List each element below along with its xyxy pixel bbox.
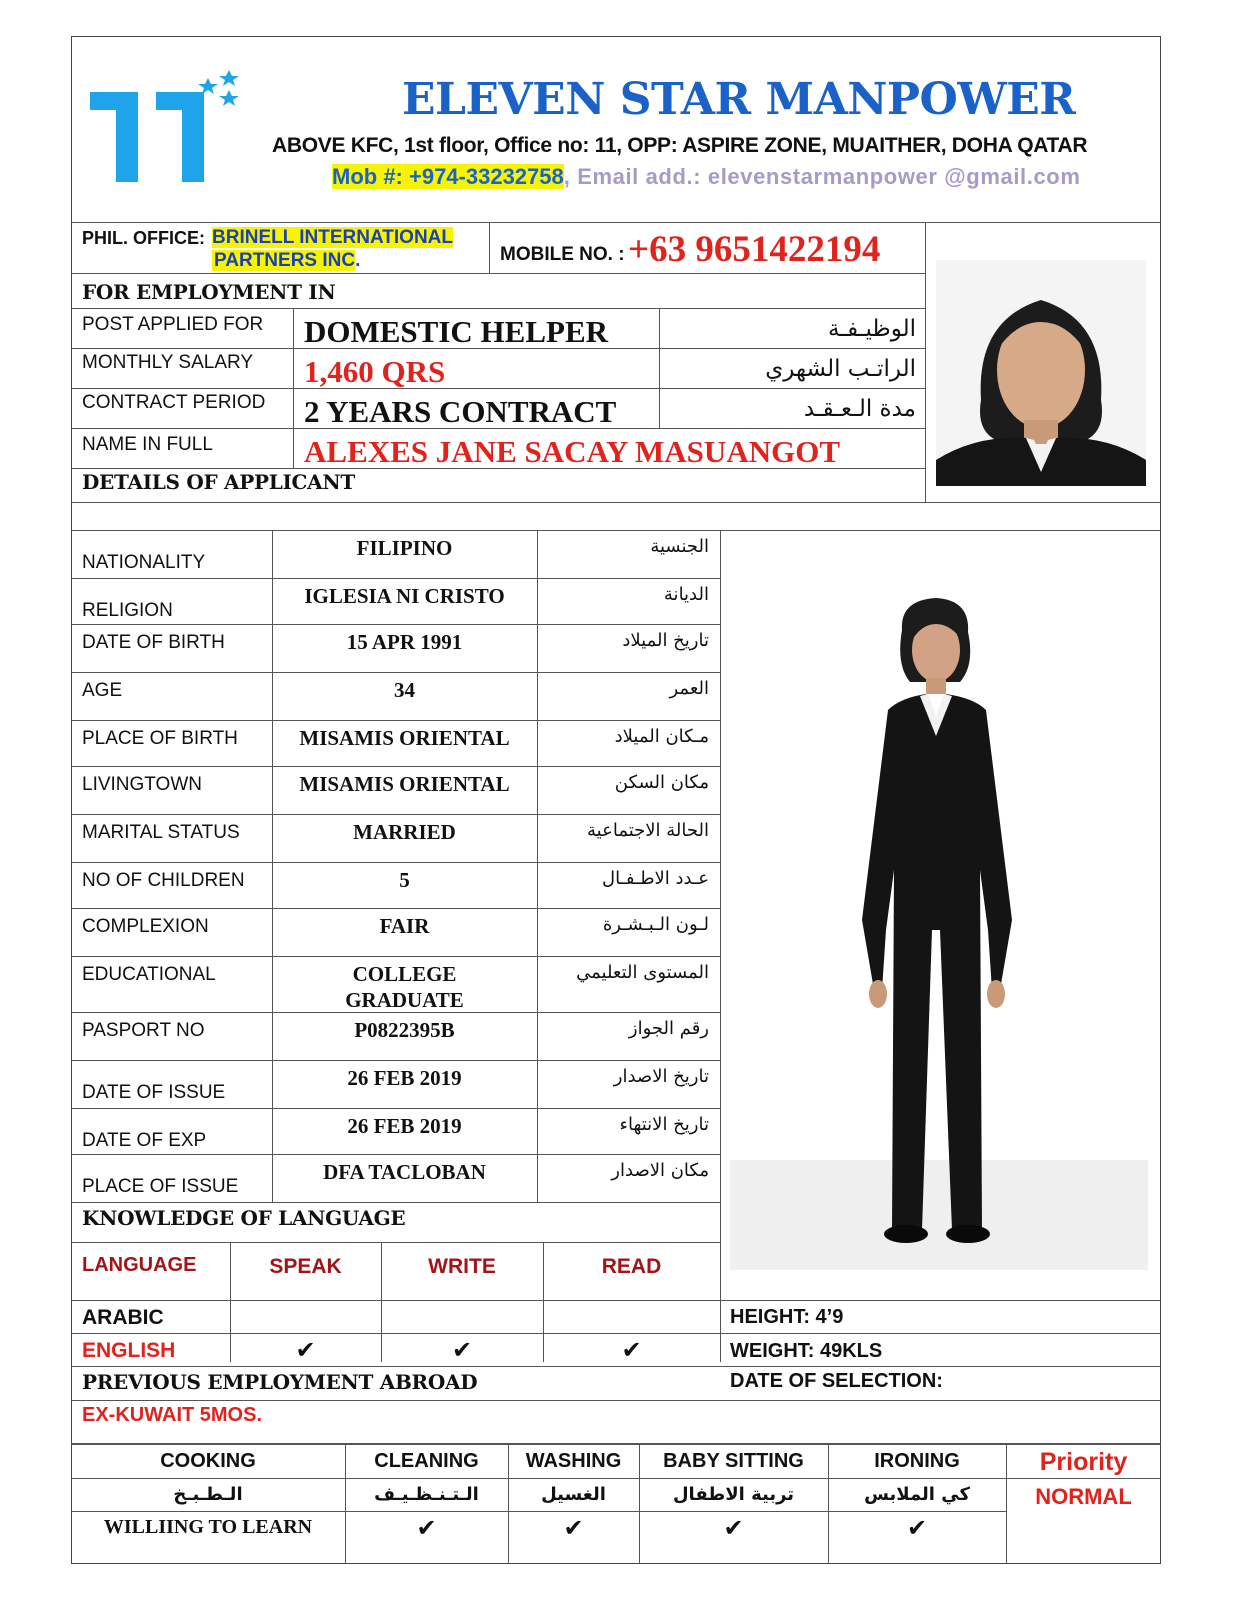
- employment-label-salary: MONTHLY SALARY: [82, 352, 254, 373]
- eleven-logo-icon: [86, 68, 246, 188]
- detail-arabic: تاريخ الاصدار: [613, 1066, 709, 1087]
- detail-arabic: الحالة الاجتماعية: [587, 820, 709, 841]
- english-speak-check: ✔: [295, 1336, 316, 1364]
- company-address: ABOVE KFC, 1st floor, Office no: 11, OPP: ASPIRE ZONE, MUAITHER, DOHA QATAR: [272, 134, 1088, 157]
- detail-arabic: الديانة: [663, 584, 709, 605]
- employment-arabic-post: الوظيـفـة: [828, 316, 916, 342]
- detail-arabic: لـون الـبـشـرة: [602, 914, 709, 935]
- detail-value: P0822395B: [354, 1018, 455, 1042]
- detail-value: FAIR: [379, 914, 430, 938]
- detail-label: DATE OF EXP: [82, 1130, 207, 1151]
- language-section-title: KNOWLEDGE OF LANGUAGE: [82, 1206, 406, 1230]
- previous-employment-value: EX-KUWAIT 5MOS.: [82, 1404, 263, 1426]
- employment-arabic-salary: الراتـب الشهري: [765, 356, 916, 382]
- skill-header-ironing: IRONING: [874, 1450, 960, 1472]
- detail-label: EDUCATIONAL: [82, 964, 216, 985]
- applicant-full-name: ALEXES JANE SACAY MASUANGOT: [304, 434, 840, 469]
- detail-label: RELIGION: [82, 600, 173, 621]
- detail-label: DATE OF BIRTH: [82, 632, 225, 653]
- detail-arabic: تاريخ الميلاد: [622, 630, 709, 651]
- language-header-read: READ: [601, 1255, 662, 1278]
- cooking-willing-to-learn: WILLIING TO LEARN: [103, 1516, 313, 1538]
- language-row-english: ENGLISH: [82, 1339, 176, 1362]
- company-contact: [332, 164, 1081, 190]
- employment-section-title: FOR EMPLOYMENT IN: [82, 280, 336, 304]
- detail-arabic: المستوى التعليمي: [576, 962, 709, 983]
- employment-value-contract: 2 YEARS CONTRACT: [304, 394, 617, 429]
- language-row-arabic: ARABIC: [82, 1306, 164, 1329]
- skill-arabic-baby-sitting: تربية الاطفال: [672, 1484, 795, 1505]
- detail-arabic: مكان الاصدار: [611, 1160, 709, 1181]
- detail-value: 5: [399, 868, 410, 892]
- height-value: HEIGHT: 4’9: [730, 1306, 844, 1328]
- skill-header-cleaning: CLEANING: [374, 1450, 479, 1472]
- detail-value: 15 APR 1991: [346, 630, 463, 654]
- detail-arabic: عـدد الاطـفـال: [601, 868, 709, 889]
- applicant-passport-photo: [936, 260, 1146, 486]
- detail-label: AGE: [82, 680, 123, 701]
- detail-arabic: العمر: [669, 678, 709, 699]
- detail-label: COMPLEXION: [82, 916, 209, 937]
- detail-value: 34: [394, 678, 415, 702]
- detail-label: MARITAL STATUS: [82, 822, 240, 843]
- language-header-speak: SPEAK: [269, 1255, 342, 1278]
- employment-arabic-contract: مدة الـعـقـد: [803, 396, 916, 422]
- phil-office-label: PHIL. OFFICE:: [82, 228, 205, 248]
- skill-arabic-cooking: الـطـبـخ: [173, 1484, 243, 1505]
- detail-arabic: تاريخ الانتهاء: [619, 1114, 709, 1135]
- detail-value: FILIPINO: [356, 536, 453, 560]
- washing-check: ✔: [563, 1514, 584, 1542]
- detail-value: DFA TACLOBAN: [323, 1160, 486, 1184]
- priority-value: NORMAL: [1035, 1484, 1132, 1509]
- language-header-write: WRITE: [428, 1255, 496, 1278]
- detail-value: MISAMIS ORIENTAL: [299, 772, 510, 796]
- detail-value: MARRIED: [353, 820, 456, 844]
- skill-header-baby-sitting: BABY SITTING: [663, 1450, 804, 1472]
- applicant-full-body-photo: [730, 570, 1148, 1270]
- detail-label: LIVINGTOWN: [82, 774, 202, 795]
- company-name: ELEVEN STAR MANPOWER: [402, 74, 1076, 125]
- detail-value-line2: GRADUATE: [345, 988, 464, 1012]
- skill-header-washing: WASHING: [525, 1450, 622, 1472]
- skill-header-cooking: COOKING: [160, 1450, 256, 1472]
- employment-value-salary: 1,460 QRS: [304, 354, 446, 389]
- language-header-language: LANGUAGE: [82, 1254, 197, 1276]
- date-of-selection-label: DATE OF SELECTION:: [730, 1370, 943, 1392]
- phil-office-name: BRINELL INTERNATIONAL PARTNERS INC.: [212, 227, 454, 271]
- details-section-title: DETAILS OF APPLICANT: [82, 470, 355, 494]
- employment-label-post: POST APPLIED FOR: [82, 314, 264, 335]
- detail-value: 26 FEB 2019: [347, 1114, 462, 1138]
- detail-arabic: مكان السكن: [614, 772, 709, 793]
- english-read-check: ✔: [621, 1336, 642, 1364]
- detail-arabic: الجنسية: [650, 536, 709, 557]
- detail-arabic: رقم الجواز: [628, 1018, 709, 1039]
- detail-label: PLACE OF ISSUE: [82, 1176, 239, 1197]
- skill-arabic-ironing: كي الملابس: [864, 1484, 970, 1505]
- phil-mobile-value: +63 9651422194: [628, 229, 881, 270]
- previous-employment-title: PREVIOUS EMPLOYMENT ABROAD: [82, 1370, 478, 1394]
- employment-value-post: DOMESTIC HELPER: [304, 314, 609, 349]
- company-logo: [86, 68, 246, 188]
- detail-value: COLLEGE: [352, 962, 457, 986]
- english-write-check: ✔: [451, 1336, 473, 1364]
- cleaning-check: ✔: [416, 1514, 437, 1542]
- detail-label: NATIONALITY: [82, 552, 206, 573]
- company-email: , Email add.: elevenstarmanpower @gmail.com: [563, 164, 1081, 189]
- detail-label: PLACE OF BIRTH: [82, 728, 238, 749]
- weight-value: WEIGHT: 49KLS: [730, 1340, 883, 1362]
- detail-value: 26 FEB 2019: [347, 1066, 462, 1090]
- detail-label: DATE OF ISSUE: [82, 1082, 226, 1103]
- detail-value: IGLESIA NI CRISTO: [304, 584, 505, 608]
- mobile-label: MOBILE NO. :: [500, 244, 625, 265]
- detail-label: NO OF CHILDREN: [82, 870, 245, 891]
- employment-label-name: NAME IN FULL: [82, 434, 213, 455]
- detail-value: MISAMIS ORIENTAL: [299, 726, 510, 750]
- company-mobile: Mob #: +974-33232758: [332, 164, 564, 189]
- skill-arabic-cleaning: الـتـنـظـيـف: [374, 1484, 479, 1505]
- ironing-check: ✔: [906, 1514, 928, 1542]
- detail-label: PASPORT NO: [82, 1020, 205, 1041]
- skill-arabic-washing: الغسيل: [541, 1484, 606, 1505]
- employment-label-contract: CONTRACT PERIOD: [82, 392, 266, 413]
- priority-label: Priority: [1039, 1448, 1128, 1476]
- detail-arabic: مـكان الميلاد: [614, 726, 709, 747]
- baby-sitting-check: ✔: [723, 1514, 744, 1542]
